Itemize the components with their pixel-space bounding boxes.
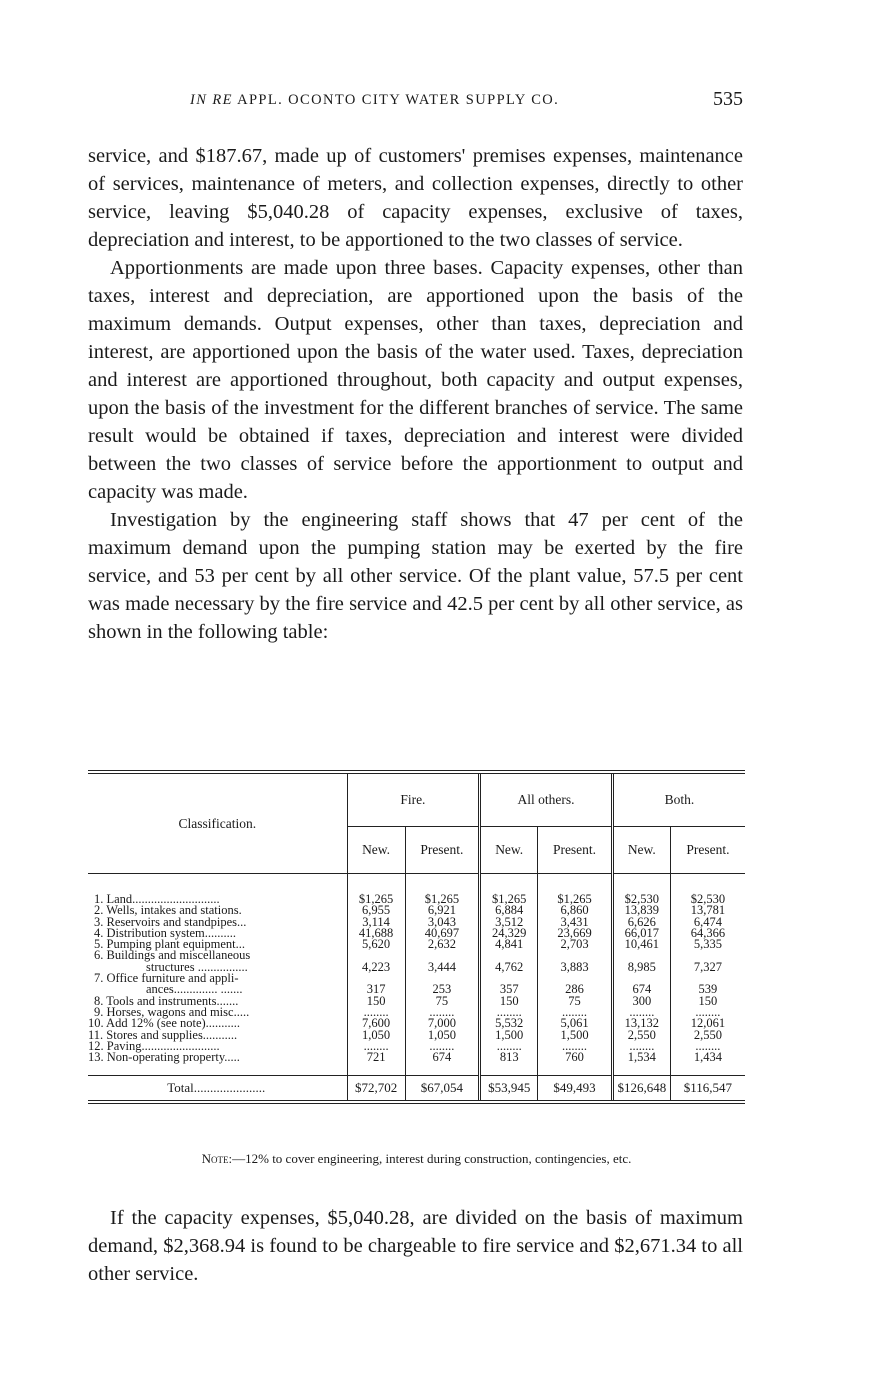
cell-value: 3,883 [538,962,613,973]
cell-value: 13,839 [612,905,670,916]
cell-value: 10,461 [612,939,670,950]
paragraph-3: Investigation by the engineering staff shows that 47 per cent of the maximum demand upon the pumping station may be exerted by the fire service, and 53 per cent by all other service. Of the plant value, 57.5 per cent was made necessary by the fire service and 42.5 per cent by all other service, as shown in the following table: [88,509,743,643]
cell-value: 1,050 [347,1030,405,1041]
cell-value: $2,530 [670,874,745,906]
cell-value: 23,669 [538,928,613,939]
cell-value: 674 [405,1052,480,1063]
cell-value: ........ [670,1007,745,1018]
cell-value: 4,762 [480,962,538,973]
cell-value: 1,434 [670,1052,745,1063]
cell-value: ........ [538,1007,613,1018]
group-header-both: Both. [612,774,745,827]
cell-value: 2,703 [538,939,613,950]
spacer-cell [480,1063,538,1076]
cell-value: $2,530 [612,874,670,906]
sub-header: Present. [670,827,745,874]
spacer-cell [347,1063,405,1076]
cell-value: $1,265 [405,874,480,906]
row-label: 8. Tools and instruments....... [94,993,239,1008]
sub-header: New. [480,827,538,874]
cell-value: ........ [612,1007,670,1018]
cell-value: ........ [670,1041,745,1052]
sub-header: Present. [538,827,613,874]
cell-value: 75 [538,996,613,1007]
row-label: 10. Add 12% (see note)........... [88,1016,241,1031]
running-header [88,88,743,118]
table-bottom-rule [88,1100,745,1104]
cell-value: 5,061 [538,1018,613,1029]
cell-value: ........ [480,1041,538,1052]
cell-value: 253 [405,984,480,995]
total-row [88,1076,745,1100]
spacer-cell [88,1063,347,1076]
cell-value: $72,702 [347,1076,405,1100]
cell-value: 3,444 [405,962,480,973]
spacer-row [88,1063,745,1076]
row-label: 11. Stores and supplies........... [88,1027,238,1042]
spacer-cell [612,1063,670,1076]
cell-value: 6,860 [538,905,613,916]
sub-header: New. [612,827,670,874]
cell-value: $116,547 [670,1076,745,1100]
running-title-rest: APPL. OCONTO CITY WATER SUPPLY CO. [237,92,560,108]
classification-header: Classification. [88,774,347,874]
paragraph-2: Apportionments are made upon three bases. Capacity expenses, other than taxes, interest and depreciation, are apportioned upon the basis of the maximum demands. Output expenses, other than taxes, depreciation and interest, are apportioned upon the basis of the water used. Taxes, depreciation and interest are apportioned throughout, both capacity and output expenses, upon the basis of the investment for the different branches of service. The same result would be obtained if taxes, depreciation and interest were divided between the two classes of service before the apportionment to output and capacity was made. [88,257,743,503]
cell-value: $1,265 [480,874,538,906]
row-label: 5. Pumping plant equipment... [94,937,246,952]
row-label: 4. Distribution system.......... [94,925,237,940]
row-label: 7. Office furniture and appli- [94,971,239,986]
cell-value: 286 [538,984,613,995]
cell-value: 6,626 [612,917,670,928]
cell-value: 2,550 [612,1030,670,1041]
cell-value: 7,600 [347,1018,405,1029]
cell-value: ........ [347,1041,405,1052]
row-label: structures ................ [146,959,248,974]
cell-value: $67,054 [405,1076,480,1100]
cell-value: ........ [612,1041,670,1052]
lower-text [88,1204,743,1288]
group-header-fire: Fire. [347,774,480,827]
cell-value: 760 [538,1052,613,1063]
running-title-italic: IN RE [190,92,233,108]
cell-value: 150 [670,996,745,1007]
cell-value: $49,493 [538,1076,613,1100]
row-label: ances.............. ....... [146,982,243,997]
cell-value: 4,841 [480,939,538,950]
cell-value: 3,512 [480,917,538,928]
cell-value: 4,223 [347,962,405,973]
cell-value: 12,061 [670,1018,745,1029]
cell-value: ........ [538,1041,613,1052]
cell-value: 674 [612,984,670,995]
spacer-cell [405,1063,480,1076]
table-body [88,874,745,1100]
apportionment-table [88,774,745,1100]
cell-value: 3,043 [405,917,480,928]
note-text: —12% to cover engineering, interest during construction, contingencies, etc. [232,1151,632,1166]
cell-value: ........ [405,1007,480,1018]
cell-value: $1,265 [347,874,405,906]
cell-value: 539 [670,984,745,995]
cell-value: 6,474 [670,917,745,928]
row-label: 12. Paving......................... [88,1038,220,1053]
table-row [88,874,745,906]
cell-value: 5,532 [480,1018,538,1029]
cell-value: 150 [480,996,538,1007]
cell-value: 1,500 [538,1030,613,1041]
cell-value: 6,884 [480,905,538,916]
cell-value: 813 [480,1052,538,1063]
plant-value-table [88,770,745,1104]
cell-value: ........ [480,1007,538,1018]
cell-value: $126,648 [612,1076,670,1100]
cell-value: 13,781 [670,905,745,916]
cell-value: 1,500 [480,1030,538,1041]
cell-value: ........ [347,1007,405,1018]
cell-value: 5,335 [670,939,745,950]
cell-value: 6,921 [405,905,480,916]
cell-value: 64,366 [670,928,745,939]
table-note [88,1151,745,1167]
running-title [190,92,559,109]
row-label: 6. Buildings and miscellaneous [94,948,251,963]
cell-value: 2,550 [670,1030,745,1041]
cell-value: ........ [405,1041,480,1052]
row-label: Total...................... [88,1076,347,1100]
cell-value: 8,985 [612,962,670,973]
row-label: 3. Reservoirs and standpipes... [94,914,247,929]
cell-value: 6,955 [347,905,405,916]
cell-value: 721 [347,1052,405,1063]
sub-header: Present. [405,827,480,874]
paragraph-1: service, and $187.67, made up of customers' premises expenses, maintenance of services, maintenance of meters, and collection expenses, directly to other service, leaving $5,040.28 of capacity expenses, exclusive of taxes, depreciation and interest, to be apportioned to the two classes of service. [88,145,743,251]
cell-value: 41,688 [347,928,405,939]
sub-header: New. [347,827,405,874]
page-number: 535 [713,88,743,110]
spacer-cell [670,1063,745,1076]
cell-value: 5,620 [347,939,405,950]
row-label: 13. Non-operating property..... [88,1050,240,1065]
group-header-all-others: All others. [480,774,613,827]
cell-value: 75 [405,996,480,1007]
cell-value: 40,697 [405,928,480,939]
cell-value: 66,017 [612,928,670,939]
cell-value: $53,945 [480,1076,538,1100]
cell-value: 2,632 [405,939,480,950]
cell-value: 3,114 [347,917,405,928]
cell-value: 1,050 [405,1030,480,1041]
cell-value: 7,327 [670,962,745,973]
row-label: 2. Wells, intakes and stations. [94,903,242,918]
paragraph-4: If the capacity expenses, $5,040.28, are divided on the basis of maximum demand, $2,368.94 is found to be chargeable to fire service and $2,671.34 to all other service. [88,1207,743,1285]
cell-value: 24,329 [480,928,538,939]
cell-value: 150 [347,996,405,1007]
upper-text [88,142,743,646]
cell-value: $1,265 [538,874,613,906]
cell-value: 357 [480,984,538,995]
spacer-cell [538,1063,613,1076]
cell-value: 3,431 [538,917,613,928]
cell-value: 1,534 [612,1052,670,1063]
table-row [88,1052,745,1063]
row-label: 1. Land............................ [94,892,220,906]
cell-value: 7,000 [405,1018,480,1029]
cell-value: 13,132 [612,1018,670,1029]
row-label: 9. Horses, wagons and misc..... [94,1004,250,1019]
note-lead: Note: [201,1151,233,1166]
cell-value: 300 [612,996,670,1007]
cell-value: 317 [347,984,405,995]
